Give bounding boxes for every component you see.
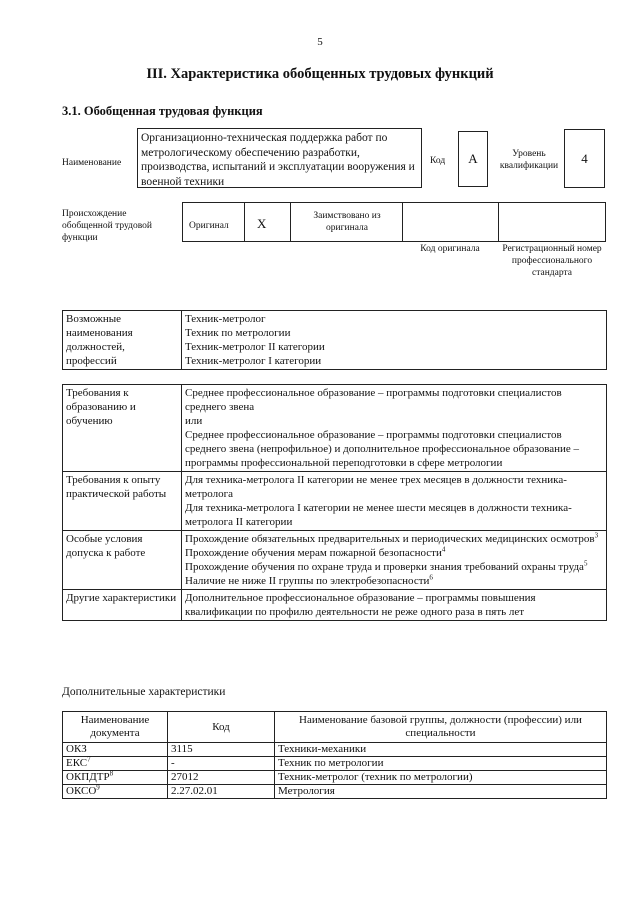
code-value: А <box>468 151 478 166</box>
code-cell: 3115 <box>168 743 275 757</box>
code-original-label: Код оригинала <box>420 244 480 254</box>
positions-table <box>62 310 607 370</box>
requirement-row-experience <box>63 472 607 531</box>
origin-label: Происхождение обобщенной трудовой функции <box>62 209 152 243</box>
code-cell: 2.27.02.01 <box>168 785 275 799</box>
footnote-mark: 5 <box>583 559 588 568</box>
position-item: Техник-метролог II категории <box>185 341 325 353</box>
experience-content <box>182 472 607 531</box>
doc-cell: ОКПДТР$^8$ <box>63 771 168 785</box>
reg-number-cell <box>499 203 605 241</box>
admission-line: Прохождение обучения мерам пожарной безопасности$^4$ <box>185 545 446 559</box>
requirement-row-other <box>63 590 607 621</box>
borrowed-label: Заимствовано из оригинала <box>313 211 381 233</box>
original-cell <box>183 203 245 241</box>
code-cell: - <box>168 757 275 771</box>
experience-line: Для техника-метролога II категории не менее трех месяцев в должности техника-метролога <box>185 474 567 500</box>
borrowed-cell <box>291 203 403 241</box>
code-label: Код <box>430 156 446 166</box>
requirements-table <box>62 384 607 621</box>
original-mark: X <box>257 216 267 231</box>
table-row <box>63 771 607 785</box>
requirement-row-admission <box>63 531 607 590</box>
original-mark-cell <box>245 203 291 241</box>
education-label: Требования к образованию и обучению <box>63 385 182 472</box>
additional-header-row <box>63 712 607 743</box>
positions-row <box>63 311 607 370</box>
reg-number-label: Регистрационный номер профессионального стандарта <box>502 244 602 278</box>
position-item: Техник-метролог <box>185 313 266 325</box>
admission-line: Прохождение обязательных предварительных и периодических медицинских осмотров$^3$ <box>185 531 599 545</box>
footnote-mark: 6 <box>429 573 433 582</box>
additional-table <box>62 711 607 799</box>
code-cell: 27012 <box>168 771 275 785</box>
positions-label: Возможные наименования должностей, профессий <box>63 311 182 370</box>
section-title: III. Характеристика обобщенных трудовых функций <box>146 66 494 82</box>
name-label: Наименование <box>62 158 122 168</box>
experience-line: Для техника-метролога I категории не менее шести месяцев в должности техника-метролога II категории <box>185 502 572 528</box>
positions-list <box>182 311 607 370</box>
code-value-box <box>458 131 488 187</box>
group-name-cell: Метрология <box>275 785 607 799</box>
education-line: Среднее профессиональное образование – программы подготовки специалистов среднего звена <box>185 387 562 413</box>
other-content <box>182 590 607 621</box>
header-code: Код <box>168 712 275 743</box>
footnote-mark: 4 <box>441 545 446 554</box>
original-label: Оригинал <box>189 221 229 231</box>
position-item: Техник-метролог I категории <box>185 355 322 367</box>
doc-cell: ОКСО$^9$ <box>63 785 168 799</box>
education-content <box>182 385 607 472</box>
additional-title: Дополнительные характеристики <box>62 686 226 698</box>
level-label: Уровень квалификации <box>499 149 559 171</box>
code-original-cell <box>403 203 499 241</box>
education-line: Среднее профессиональное образование – программы подготовки специалистов среднего звена (непрофильное) и дополнительное профессиональное образование – программы профессиональной переподготовки в сфере метрологии <box>185 429 580 469</box>
doc-cell: ЕКС$^7$ <box>63 757 168 771</box>
admission-label: Особые условия допуска к работе <box>63 531 182 590</box>
footnote-mark: 3 <box>594 531 599 540</box>
page-number: 5 <box>317 36 323 48</box>
header-group-name: Наименование базовой группы, должности (профессии) или специальности <box>275 712 607 743</box>
position-item: Техник по метрологии <box>185 327 291 339</box>
other-line: Дополнительное профессиональное образование – программы повышения квалификации по профилю деятельности не реже одного раза в пять лет <box>185 592 536 618</box>
table-row <box>63 757 607 771</box>
header-document: Наименование документа <box>63 712 168 743</box>
admission-line: Наличие не ниже II группы по электробезопасности$^6$ <box>185 573 433 587</box>
function-name-box: Организационно-техническая поддержка работ по метрологическому обеспечению разработки, производства, испытаний и эксплуатации вооружения и военной техники <box>137 128 422 188</box>
doc-cell: ОКЗ <box>63 743 168 757</box>
admission-line: Прохождение обучения по охране труда и проверки знания требований охраны труда$^5$ <box>185 559 588 573</box>
group-name-cell: Техник по метрологии <box>275 757 607 771</box>
group-name-cell: Техники-механики <box>275 743 607 757</box>
requirement-row-education <box>63 385 607 472</box>
experience-label: Требования к опыту практической работы <box>63 472 182 531</box>
table-row <box>63 785 607 799</box>
level-value: 4 <box>581 150 588 166</box>
other-label: Другие характеристики <box>63 590 182 621</box>
origin-table <box>182 202 606 242</box>
education-line: или <box>185 415 203 427</box>
subsection-title: 3.1. Обобщенная трудовая функция <box>62 104 263 118</box>
group-name-cell: Техник-метролог (техник по метрологии) <box>275 771 607 785</box>
level-value-box <box>564 129 605 188</box>
table-row <box>63 743 607 757</box>
admission-content <box>182 531 607 590</box>
